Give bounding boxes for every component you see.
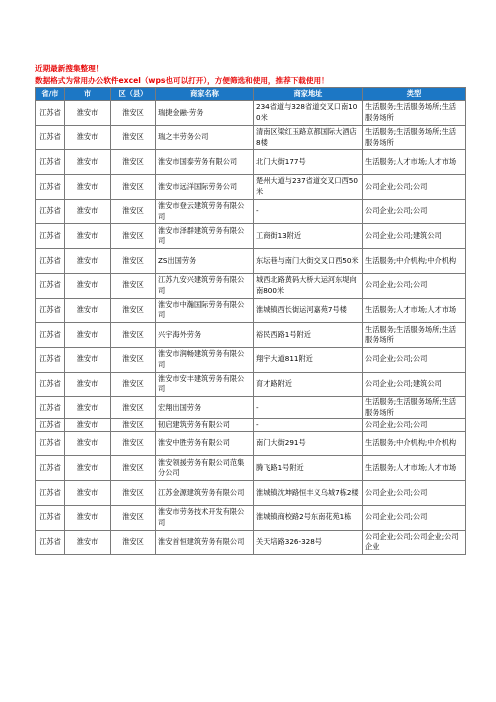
type-cell[interactable]: 公司企业;公司;公司企业;公司企业 — [363, 530, 466, 555]
header-city[interactable]: 市 — [65, 88, 111, 101]
district-cell[interactable]: 淮安区 — [111, 347, 156, 372]
province-cell[interactable]: 江苏省 — [36, 298, 65, 323]
city-cell[interactable]: 淮安市 — [65, 347, 111, 372]
district-cell[interactable]: 淮安区 — [111, 298, 156, 323]
table-row — [36, 431, 466, 456]
table-row — [36, 125, 466, 150]
address-cell[interactable]: 淮城镇西长街运河嘉苑7号楼 — [254, 298, 363, 323]
province-cell[interactable]: 江苏省 — [36, 456, 65, 481]
business-name-cell[interactable]: 瑞之丰劳务公司 — [156, 125, 254, 150]
table-row — [36, 150, 466, 175]
province-cell[interactable]: 江苏省 — [36, 323, 65, 348]
province-cell[interactable]: 江苏省 — [36, 101, 65, 126]
address-cell[interactable]: 关天培路326-328号 — [254, 530, 363, 555]
city-cell[interactable]: 淮安市 — [65, 249, 111, 274]
type-cell[interactable]: 生活服务;人才市场;人才市场 — [363, 150, 466, 175]
table-row — [36, 298, 466, 323]
table-row — [36, 273, 466, 298]
district-cell[interactable]: 淮安区 — [111, 125, 156, 150]
address-cell[interactable]: 234省道与328省道交叉口南100米 — [254, 101, 363, 126]
table-row — [36, 530, 466, 555]
table-row — [36, 397, 466, 419]
address-cell[interactable]: 裕民西路1号附近 — [254, 323, 363, 348]
type-cell[interactable]: 生活服务;生活服务场所;生活服务场所 — [363, 101, 466, 126]
type-cell[interactable]: 公司企业;公司;公司 — [363, 419, 466, 432]
city-cell[interactable]: 淮安市 — [65, 150, 111, 175]
business-name-cell[interactable]: 淮安中胜劳务有限公司 — [156, 431, 254, 456]
city-cell[interactable]: 淮安市 — [65, 175, 111, 200]
business-name-cell[interactable]: 淮安市安丰建筑劳务有限公司 — [156, 372, 254, 397]
business-name-cell[interactable]: 淮安领援劳务有限公司范集分公司 — [156, 456, 254, 481]
city-cell[interactable]: 淮安市 — [65, 199, 111, 224]
type-cell[interactable]: 生活服务;生活服务场所;生活服务场所 — [363, 323, 466, 348]
district-cell[interactable]: 淮安区 — [111, 273, 156, 298]
province-cell[interactable]: 江苏省 — [36, 150, 65, 175]
table-row — [36, 372, 466, 397]
business-name-cell[interactable]: 淮安市泽群建筑劳务有限公司 — [156, 224, 254, 249]
city-cell[interactable]: 淮安市 — [65, 397, 111, 419]
city-cell[interactable]: 淮安市 — [65, 419, 111, 432]
business-table — [35, 87, 466, 555]
type-cell[interactable]: 公司企业;公司;公司 — [363, 175, 466, 200]
city-cell[interactable]: 淮安市 — [65, 456, 111, 481]
business-name-cell[interactable]: 淮安市国泰劳务有限公司 — [156, 150, 254, 175]
header-province[interactable]: 省/市 — [36, 88, 65, 101]
table-row — [36, 199, 466, 224]
business-name-cell[interactable]: 江苏九安兴建筑劳务有限公司 — [156, 273, 254, 298]
business-name-cell[interactable]: 淮安首恒建筑劳务有限公司 — [156, 530, 254, 555]
type-cell[interactable]: 公司企业;公司;公司 — [363, 199, 466, 224]
table-row — [36, 505, 466, 530]
table-row — [36, 101, 466, 126]
city-cell[interactable]: 淮安市 — [65, 431, 111, 456]
type-cell[interactable]: 生活服务;人才市场;人才市场 — [363, 456, 466, 481]
header-address[interactable]: 商家地址 — [254, 88, 363, 101]
business-name-cell[interactable]: 淮安市中瀚国际劳务有限公司 — [156, 298, 254, 323]
address-cell[interactable]: 清南区梁红玉路京都国际大酒店8楼 — [254, 125, 363, 150]
type-cell[interactable]: 生活服务;中介机构;中介机构 — [363, 249, 466, 274]
province-cell[interactable]: 江苏省 — [36, 199, 65, 224]
district-cell[interactable]: 淮安区 — [111, 481, 156, 506]
table-row — [36, 249, 466, 274]
province-cell[interactable]: 江苏省 — [36, 249, 65, 274]
type-cell[interactable]: 公司企业;公司;公司 — [363, 347, 466, 372]
business-name-cell[interactable]: 淮安市劳务技术开发有限公司 — [156, 505, 254, 530]
table-row — [36, 456, 466, 481]
address-cell[interactable]: 育才路附近 — [254, 372, 363, 397]
city-cell[interactable]: 淮安市 — [65, 323, 111, 348]
district-cell[interactable]: 淮安区 — [111, 249, 156, 274]
table-row — [36, 419, 466, 432]
city-cell[interactable]: 淮安市 — [65, 273, 111, 298]
table-row — [36, 347, 466, 372]
business-name-cell[interactable]: ZS出国劳务 — [156, 249, 254, 274]
province-cell[interactable]: 江苏省 — [36, 125, 65, 150]
address-cell[interactable]: 翔宇大道811附近 — [254, 347, 363, 372]
province-cell[interactable]: 江苏省 — [36, 505, 65, 530]
table-body — [36, 101, 466, 555]
district-cell[interactable]: 淮安区 — [111, 224, 156, 249]
table-row — [36, 224, 466, 249]
city-cell[interactable]: 淮安市 — [65, 101, 111, 126]
city-cell[interactable]: 淮安市 — [65, 481, 111, 506]
city-cell[interactable]: 淮安市 — [65, 372, 111, 397]
province-cell[interactable]: 江苏省 — [36, 347, 65, 372]
business-name-cell[interactable]: 瑞捷金融·劳务 — [156, 101, 254, 126]
business-name-cell[interactable]: 江苏金源建筑劳务有限公司 — [156, 481, 254, 506]
city-cell[interactable]: 淮安市 — [65, 125, 111, 150]
type-cell[interactable]: 生活服务;生活服务场所;生活服务场所 — [363, 125, 466, 150]
province-cell[interactable]: 江苏省 — [36, 175, 65, 200]
district-cell[interactable]: 淮安区 — [111, 101, 156, 126]
business-name-cell[interactable]: 淮安市远洋国际劳务公司 — [156, 175, 254, 200]
type-cell[interactable]: 公司企业;公司;建筑公司 — [363, 224, 466, 249]
district-cell[interactable]: 淮安区 — [111, 175, 156, 200]
address-cell[interactable]: 淮城镇商校路2号东南花苑1栋 — [254, 505, 363, 530]
district-cell[interactable]: 淮安区 — [111, 456, 156, 481]
district-cell[interactable]: 淮安区 — [111, 431, 156, 456]
city-cell[interactable]: 淮安市 — [65, 530, 111, 555]
business-name-cell[interactable]: 兴宇海外劳务 — [156, 323, 254, 348]
business-name-cell[interactable]: 宏翔出国劳务 — [156, 397, 254, 419]
notice-line-2: 数据格式为常用办公软件excel（wps也可以打开），方便筛选和使用，推荐下载使用！ — [35, 76, 329, 85]
address-cell[interactable]: 腾飞路1号附近 — [254, 456, 363, 481]
province-cell[interactable]: 江苏省 — [36, 397, 65, 419]
district-cell[interactable]: 淮安区 — [111, 372, 156, 397]
business-name-cell[interactable]: 淮安市登云建筑劳务有限公司 — [156, 199, 254, 224]
province-cell[interactable]: 江苏省 — [36, 481, 65, 506]
table-row — [36, 323, 466, 348]
type-cell[interactable]: 公司企业;公司;建筑公司 — [363, 372, 466, 397]
province-cell[interactable]: 江苏省 — [36, 224, 65, 249]
address-cell[interactable]: 淮城镇沈坤路恒丰义乌城7栋2楼 — [254, 481, 363, 506]
city-cell[interactable]: 淮安市 — [65, 505, 111, 530]
district-cell[interactable]: 淮安区 — [111, 150, 156, 175]
district-cell[interactable]: 淮安区 — [111, 323, 156, 348]
province-cell[interactable]: 江苏省 — [36, 372, 65, 397]
province-cell[interactable]: 江苏省 — [36, 431, 65, 456]
type-cell[interactable]: 生活服务;生活服务场所;生活服务场所 — [363, 397, 466, 419]
city-cell[interactable]: 淮安市 — [65, 224, 111, 249]
province-cell[interactable]: 江苏省 — [36, 530, 65, 555]
notice-line-1: 近期最新搜集整理！ — [35, 64, 104, 73]
business-name-cell[interactable]: 淮安市润畅建筑劳务有限公司 — [156, 347, 254, 372]
address-cell[interactable]: 北门大街177号 — [254, 150, 363, 175]
address-cell[interactable]: 东坛巷与南门大街交叉口西50米 — [254, 249, 363, 274]
header-district[interactable]: 区（县） — [111, 88, 156, 101]
district-cell[interactable]: 淮安区 — [111, 397, 156, 419]
address-cell[interactable]: - — [254, 199, 363, 224]
district-cell[interactable]: 淮安区 — [111, 530, 156, 555]
type-cell[interactable]: 生活服务;中介机构;中介机构 — [363, 431, 466, 456]
city-cell[interactable]: 淮安市 — [65, 298, 111, 323]
province-cell[interactable]: 江苏省 — [36, 273, 65, 298]
province-cell[interactable]: 江苏省 — [36, 419, 65, 432]
address-cell[interactable]: - — [254, 419, 363, 432]
district-cell[interactable]: 淮安区 — [111, 505, 156, 530]
address-cell[interactable]: 城西北路黄码大桥大运河东堤向南800米 — [254, 273, 363, 298]
type-cell[interactable]: 公司企业;公司;公司 — [363, 273, 466, 298]
address-cell[interactable]: 楚州大道与237省道交叉口西50米 — [254, 175, 363, 200]
table-header-row — [36, 88, 466, 101]
header-business-name[interactable]: 商家名称 — [156, 88, 254, 101]
business-name-cell[interactable]: 韧启建筑劳务有限公司 — [156, 419, 254, 432]
table-row — [36, 481, 466, 506]
type-cell[interactable]: 生活服务;人才市场;人才市场 — [363, 298, 466, 323]
address-cell[interactable]: 南门大街291号 — [254, 431, 363, 456]
district-cell[interactable]: 淮安区 — [111, 199, 156, 224]
address-cell[interactable]: - — [254, 397, 363, 419]
district-cell[interactable]: 淮安区 — [111, 419, 156, 432]
type-cell[interactable]: 公司企业;公司;公司 — [363, 505, 466, 530]
address-cell[interactable]: 工商街13附近 — [254, 224, 363, 249]
table-row — [36, 175, 466, 200]
header-type[interactable]: 类型 — [363, 88, 466, 101]
type-cell[interactable]: 公司企业;公司;公司 — [363, 481, 466, 506]
